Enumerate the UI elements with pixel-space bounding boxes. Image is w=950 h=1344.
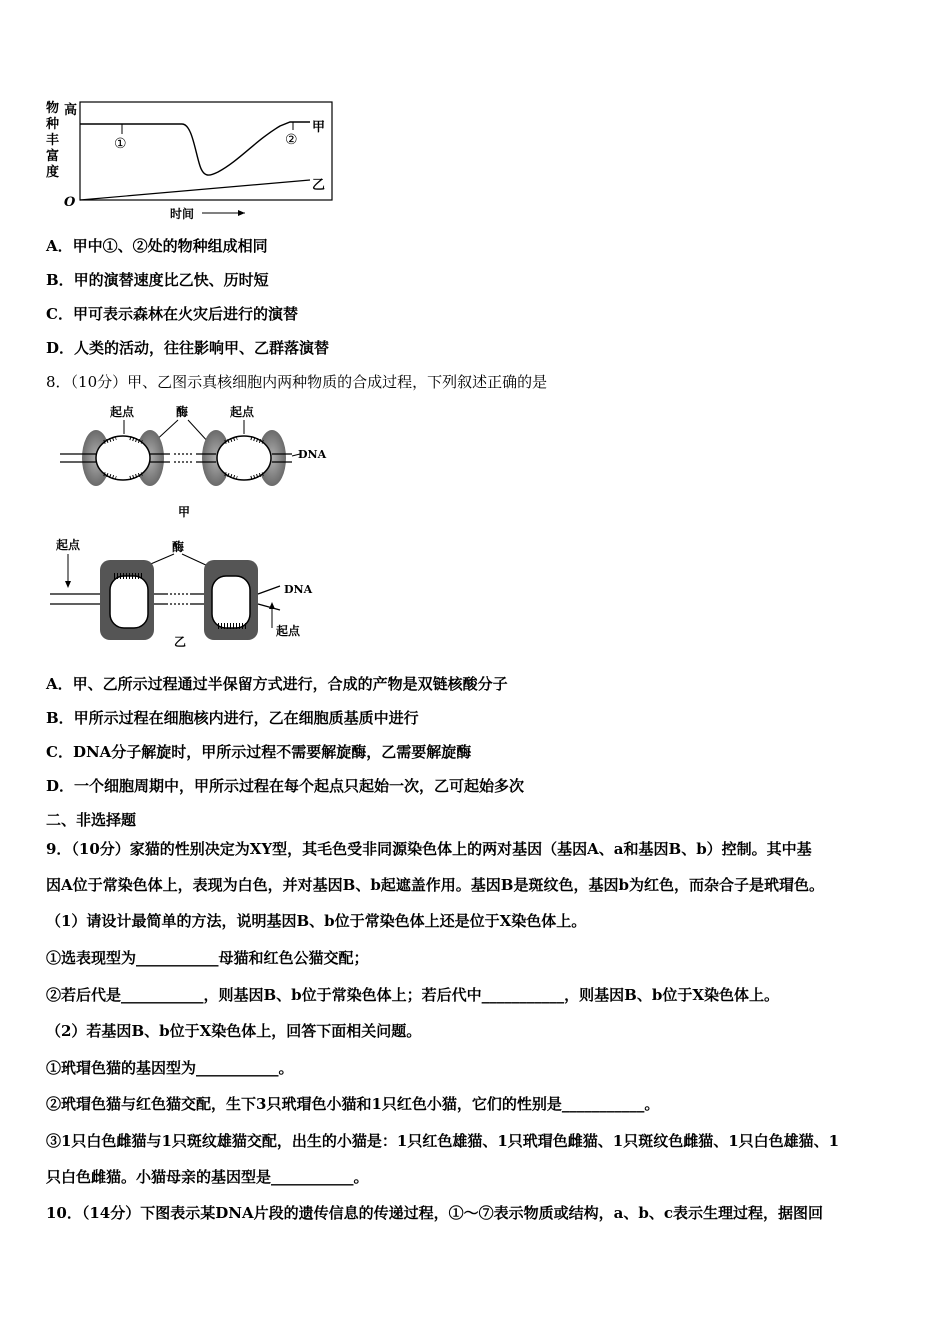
y-label-char-3: 丰 [46, 133, 60, 148]
q8-option-c: C．DNA分子解旋时，甲所示过程不需要解旋酶，乙需要解旋酶 [46, 743, 472, 761]
yi-qidian-top: 起点 [56, 538, 81, 552]
jia-qidian-1: 起点 [110, 405, 135, 419]
yi-dna: DNA [284, 583, 313, 596]
q9-line-6: （2）若基因B、b位于X染色体上，回答下面相关问题。 [46, 1022, 422, 1040]
q7-option-a: A．甲中①、②处的物种组成相同 [46, 237, 268, 255]
q10-line-1: 10．（14分）下图表示某DNA片段的遗传信息的传递过程，①～⑦表示物质或结构，a、b、c表示生理过程，据图回 [46, 1204, 823, 1222]
y-high-label: 高 [64, 103, 78, 118]
jia-dna-gap [174, 454, 192, 462]
yi-caption: 乙 [174, 635, 187, 649]
jia-caption: 甲 [178, 505, 191, 519]
yi-pointer-2 [182, 554, 208, 566]
mark2-label: ② [285, 132, 298, 148]
q9-line-8: ②玳瑁色猫与红色猫交配，生下3只玳瑁色小猫和1只红色小猫，它们的性别是___________。 [46, 1095, 660, 1113]
jia-bubble-1 [96, 436, 150, 480]
q7-option-d: D．人类的活动，往往影响甲、乙群落演替 [46, 339, 330, 357]
jia-dna: DNA [298, 448, 327, 461]
q9-line-2: 因A位于常染色体上，表现为白色，并对基因B、b起遮盖作用。基因B是斑纹色，基因b为红色，而杂合子是玳瑁色。 [46, 876, 824, 894]
q8-option-b: B．甲所示过程在细胞核内进行，乙在细胞质基质中进行 [46, 709, 419, 727]
y-label-char-4: 富 [46, 149, 60, 164]
yi-bubble-2 [212, 576, 250, 628]
y-label-char-5: 度 [46, 165, 60, 180]
curve-jia-label: 甲 [312, 120, 326, 135]
yi-dna-gap [170, 594, 188, 604]
curve-yi [80, 180, 310, 200]
figure-jia [60, 398, 350, 524]
succession-graph [40, 96, 340, 222]
mark1-label: ① [114, 136, 127, 152]
q9-line-9: ③1只白色雌猫与1只斑纹雄猫交配，出生的小猫是：1只红色雄猫、1只玳瑁色雌猫、1只斑纹色雌猫、1只白色雄猫、1 [46, 1132, 840, 1150]
q8-option-d: D．一个细胞周期中，甲所示过程在每个起点只起始一次，乙可起始多次 [46, 777, 525, 795]
q9-line-5: ②若后代是___________，则基因B、b位于常染色体上；若后代中___________，则基因B、b位于X染色体上。 [46, 986, 779, 1004]
q9-line-7: ①玳瑁色猫的基因型为___________。 [46, 1059, 294, 1077]
q8-option-a: A．甲、乙所示过程通过半保留方式进行，合成的产物是双链核酸分子 [46, 675, 508, 693]
x-axis-label: 时间 [170, 207, 195, 221]
origin-label: O [64, 195, 76, 210]
y-label-char-2: 种 [46, 117, 60, 132]
yi-qidian-arrowhead-1 [65, 581, 71, 588]
yi-mei: 酶 [172, 540, 185, 554]
jia-bubble-2 [217, 436, 271, 480]
yi-qidian-bottom: 起点 [276, 624, 301, 638]
q7-option-c: C．甲可表示森林在火灾后进行的演替 [46, 305, 298, 323]
curve-yi-label: 乙 [312, 178, 326, 193]
jia-qidian-2: 起点 [230, 405, 255, 419]
figure-yi [50, 536, 340, 652]
q9-line-10: 只白色雌猫。小猫母亲的基因型是___________。 [46, 1168, 369, 1186]
yi-bubble-1 [110, 576, 148, 628]
q9-line-3: （1）请设计最简单的方法，说明基因B、b位于常染色体上还是位于X染色体上。 [46, 912, 587, 930]
q9-line-4: ①选表现型为___________母猫和红色公猫交配； [46, 949, 369, 967]
q8-stem: 8．（10分）甲、乙图示真核细胞内两种物质的合成过程，下列叙述正确的是 [46, 373, 548, 391]
jia-mei: 酶 [176, 405, 189, 419]
q7-option-b: B．甲的演替速度比乙快、历时短 [46, 271, 269, 289]
x-arrow-head [238, 210, 245, 216]
y-axis-label [45, 100, 60, 180]
q9-line-1: 9．（10分）家猫的性别决定为XY型，其毛色受非同源染色体上的两对基因（基因A、a和基因B、b）控制。其中基 [46, 840, 812, 858]
y-label-char-1: 物 [46, 101, 60, 116]
section-2-heading: 二、非选择题 [46, 811, 137, 829]
